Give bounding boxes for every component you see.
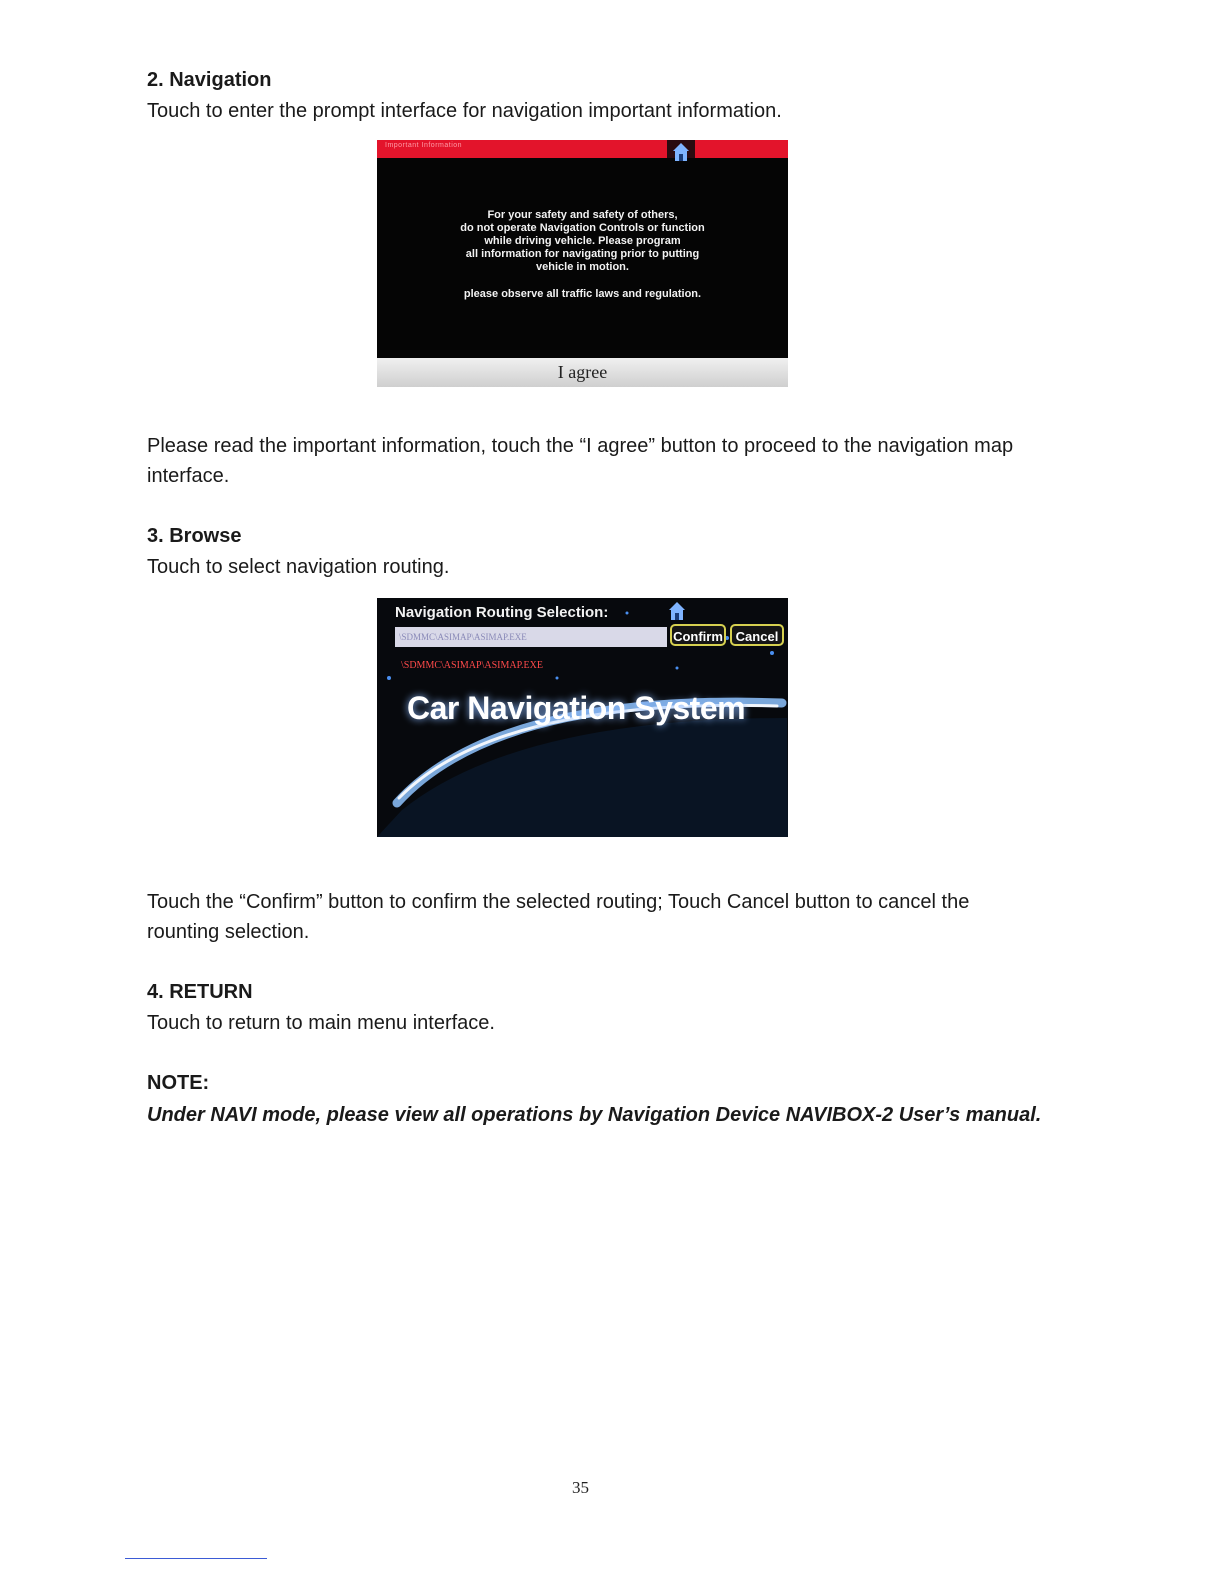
section-intro-browse: Touch to select navigation routing. — [147, 556, 450, 578]
route-list-item[interactable]: \SDMMC\ASIMAP\ASIMAP.EXE — [401, 660, 543, 671]
screen-header-bar — [377, 140, 788, 158]
page-number: 35 — [572, 1478, 589, 1497]
section-heading-navigation: 2. Navigation — [147, 69, 272, 91]
section-heading-return: 4. RETURN — [147, 981, 253, 1003]
confirm-button[interactable]: Confirm — [670, 624, 726, 646]
footer-divider — [125, 1558, 267, 1559]
note-label: NOTE: — [147, 1072, 210, 1094]
safety-message-line: For your safety and safety of others, — [487, 209, 678, 221]
section-after-browse: Touch the “Confirm” button to confirm the selected routing; Touch Cancel button to cancel the rounting selection. — [147, 891, 970, 943]
routing-selection-screenshot — [377, 598, 788, 837]
section-heading-browse: 3. Browse — [147, 525, 242, 547]
safety-message-line: do not operate Navigation Controls or function — [460, 222, 705, 234]
home-icon[interactable] — [667, 600, 687, 622]
cancel-button[interactable]: Cancel — [730, 624, 784, 646]
safety-message-line: all information for navigating prior to putting — [465, 248, 700, 260]
safety-message-line: vehicle in motion. — [536, 261, 629, 273]
route-path-field[interactable]: \SDMMC\ASIMAP\ASIMAP.EXE — [395, 627, 667, 647]
home-icon[interactable] — [671, 141, 691, 163]
note-body: Under NAVI mode, please view all operations by Navigation Device NAVIBOX-2 User’s manual. — [147, 1104, 1042, 1126]
safety-message — [377, 209, 788, 274]
traffic-law-message: please observe all traffic laws and regulation. — [463, 288, 702, 300]
important-information-screenshot — [377, 140, 788, 387]
safety-message-line: while driving vehicle. Please program — [484, 235, 681, 247]
car-navigation-logo: Car Navigation System — [407, 690, 746, 726]
section-intro-return: Touch to return to main menu interface. — [147, 1012, 495, 1034]
i-agree-button[interactable]: I agree — [377, 358, 788, 387]
screen-tab-label: Important Information — [385, 142, 463, 149]
section-intro-navigation: Touch to enter the prompt interface for navigation important information. — [147, 100, 782, 122]
routing-title: Navigation Routing Selection: — [395, 604, 609, 621]
section-after-navigation: Please read the important information, touch the “I agree” button to proceed to the navigation map interface. — [147, 435, 1014, 487]
